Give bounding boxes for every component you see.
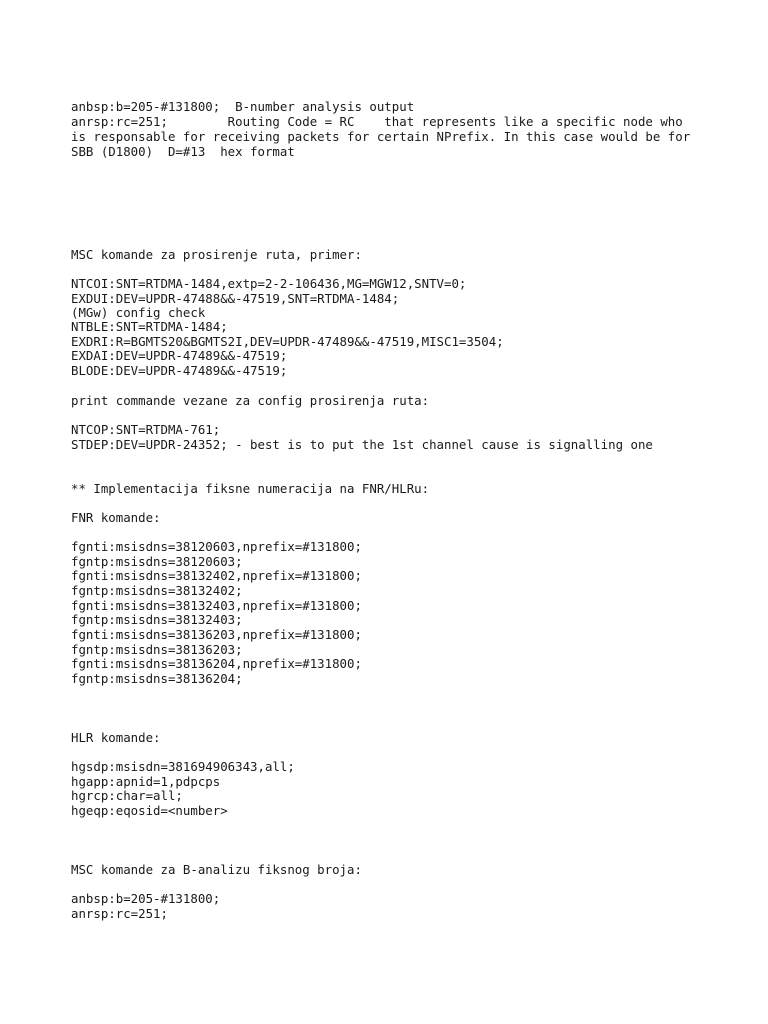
text-line: STDEP:DEV=UPDR-24352; - best is to put the 1st channel cause is signalling one	[71, 437, 653, 452]
text-line: hgsdp:msisdn=381694906343,all;	[71, 759, 295, 774]
text-line: fgntp:msisdns=38132402;	[71, 583, 243, 598]
section-heading: FNR komande:	[71, 510, 161, 525]
text-line: hgrcp:char=all;	[71, 788, 183, 803]
text-line: anrsp:rc=251; Routing Code = RC that represents like a specific node who	[71, 114, 683, 129]
text-line: fgntp:msisdns=38136203;	[71, 642, 243, 657]
text-line: NTCOI:SNT=RTDMA-1484,extp=2-2-106436,MG=MGW12,SNTV=0;	[71, 276, 467, 291]
text-line: EXDUI:DEV=UPDR-47488&&-47519,SNT=RTDMA-1484;	[71, 291, 400, 306]
section-heading: HLR komande:	[71, 730, 161, 745]
text-line: fgntp:msisdns=38132403;	[71, 612, 243, 627]
text-line: EXDRI:R=BGMTS20&BGMTS2I,DEV=UPDR-47489&&-47519,MISC1=3504;	[71, 334, 504, 349]
text-line: fgnti:msisdns=38132402,nprefix=#131800;	[71, 568, 362, 583]
text-line: (MGw) config check	[71, 305, 206, 320]
text-line: hgeqp:eqosid=<number>	[71, 803, 228, 818]
section-heading: ** Implementacija fiksne numeracija na FNR/HLRu:	[71, 481, 430, 496]
text-line: fgnti:msisdns=38136204,nprefix=#131800;	[71, 656, 362, 671]
text-line: anbsp:b=205-#131800;	[71, 891, 221, 906]
text-line: BLODE:DEV=UPDR-47489&&-47519;	[71, 363, 288, 378]
text-line: fgntp:msisdns=38120603;	[71, 554, 243, 569]
section-heading: MSC komande za B-analizu fiksnog broja:	[71, 862, 362, 877]
text-line: anrsp:rc=251;	[71, 906, 168, 921]
text-line: is responsable for receiving packets for certain NPrefix. In this case would be for	[71, 129, 691, 144]
text-line: anbsp:b=205-#131800; B-number analysis output	[71, 99, 415, 114]
text-line: NTCOP:SNT=RTDMA-761;	[71, 422, 221, 437]
text-line: hgapp:apnid=1,pdpcps	[71, 774, 221, 789]
text-line: SBB (D1800) D=#13 hex format	[71, 144, 295, 159]
text-line: fgnti:msisdns=38136203,nprefix=#131800;	[71, 627, 362, 642]
section-heading: print commande vezane za config prosirenja ruta:	[71, 393, 430, 408]
text-line: NTBLE:SNT=RTDMA-1484;	[71, 319, 228, 334]
text-line: fgntp:msisdns=38136204;	[71, 671, 243, 686]
text-line: fgnti:msisdns=38120603,nprefix=#131800;	[71, 539, 362, 554]
text-line: EXDAI:DEV=UPDR-47489&&-47519;	[71, 348, 288, 363]
text-line: fgnti:msisdns=38132403,nprefix=#131800;	[71, 598, 362, 613]
section-heading: MSC komande za prosirenje ruta, primer:	[71, 247, 362, 262]
